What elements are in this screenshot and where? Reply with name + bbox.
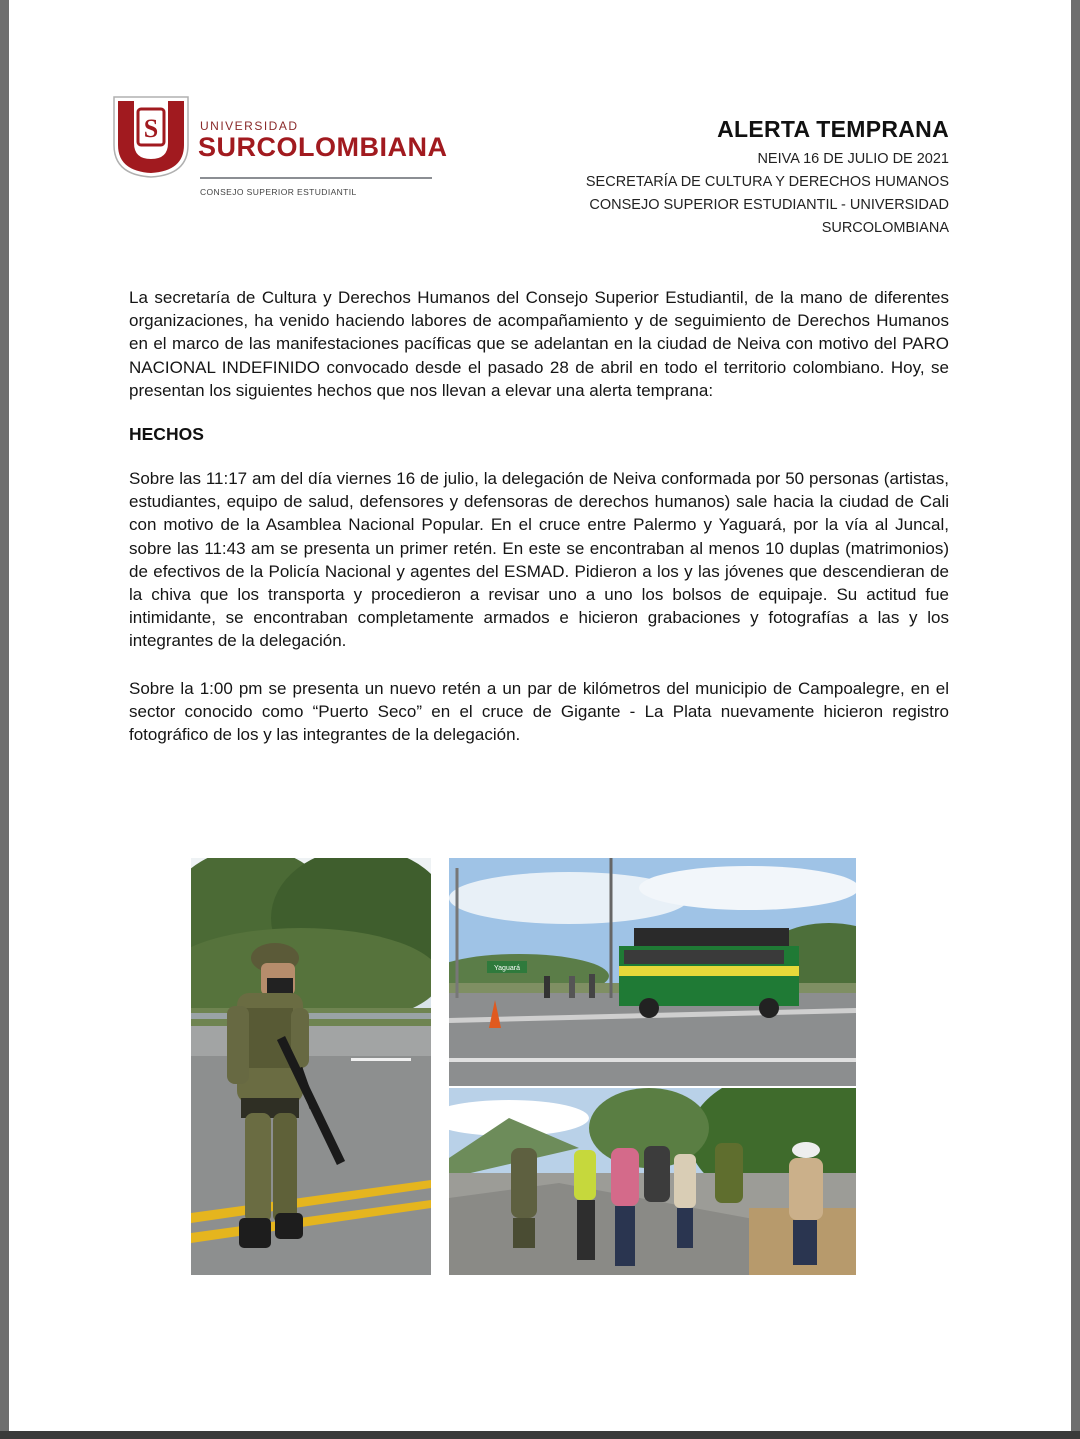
header-org-line-2: CONSEJO SUPERIOR ESTUDIANTIL - UNIVERSIDAD bbox=[589, 197, 949, 213]
university-logo bbox=[112, 95, 448, 205]
section-heading: HECHOS bbox=[129, 424, 204, 445]
university-seal-icon bbox=[112, 95, 190, 179]
right-frame-bar bbox=[1071, 0, 1080, 1439]
header-org-line-1: SECRETARÍA DE CULTURA Y DERECHOS HUMANOS bbox=[585, 174, 949, 190]
logo-university-label: UNIVERSIDAD bbox=[200, 119, 299, 133]
document-date: NEIVA 16 DE JULIO DE 2021 bbox=[757, 151, 949, 167]
photo-officers-group bbox=[449, 1088, 856, 1275]
intro-paragraph: La secretaría de Cultura y Derechos Humanos del Consejo Superior Estudiantil, de la mano de diferentes organizaciones, ha venido haciendo labores de acompañamiento y de seguimiento de Derechos Humanos en el marco de las manifestaciones pacíficas que se adelantan en la ciudad de Neiva con motivo del PARO NACIONAL INDEFINIDO convocado desde el pasado 28 de abril en todo el territorio colombiano. Hoy, se presentan los siguientes hechos que nos llevan a elevar una alerta temprana: bbox=[129, 288, 949, 400]
logo-divider bbox=[200, 177, 432, 179]
logo-subtitle: CONSEJO SUPERIOR ESTUDIANTIL bbox=[200, 187, 357, 197]
bottom-frame-bar bbox=[0, 1431, 1080, 1439]
photo-bus-roadblock bbox=[449, 858, 856, 1086]
document-title: ALERTA TEMPRANA bbox=[717, 116, 949, 142]
hechos-paragraph-1: Sobre las 11:17 am del día viernes 16 de julio, la delegación de Neiva conformada por 50 personas (artistas, estudiantes, equipo de salud, defensores y defensoras de derechos humanos) sale hacia la ciudad de Cali con motivo de la Asamblea Nacional Popular. En el cruce entre Palermo y Yaguará, por la vía al Juncal, sobre las 11:43 am se presenta un primer retén. En este se encontraban al menos 10 duplas (matrimonios) de efectivos de la Policía Nacional y agentes del ESMAD. Pidieron a los y las jóvenes que descendieran de la chiva que los transporta y procedieron a revisar uno a uno los bolsos de equipaje. Su actitud fue intimidante, se encontraban completamente armados e hicieron grabaciones y fotografías a las y los integrantes de la delegación. bbox=[129, 469, 949, 651]
svg-text:S: S bbox=[143, 114, 159, 143]
photo-soldier bbox=[191, 858, 431, 1275]
document-header bbox=[489, 116, 949, 240]
hechos-paragraph-2: Sobre la 1:00 pm se presenta un nuevo retén a un par de kilómetros del municipio de Campoalegre, en el sector conocido como “Puerto Seco” en el cruce de Gigante - La Plata nuevamente hicieron registro fotográfico de los y las integrantes de la delegación. bbox=[129, 678, 949, 745]
logo-university-name: SURCOLOMBIANA bbox=[198, 132, 448, 162]
left-frame-bar bbox=[0, 0, 9, 1439]
road-sign-text: Yaguará bbox=[494, 965, 520, 972]
header-org-line-3: SURCOLOMBIANA bbox=[821, 220, 949, 236]
document-body bbox=[129, 286, 949, 746]
